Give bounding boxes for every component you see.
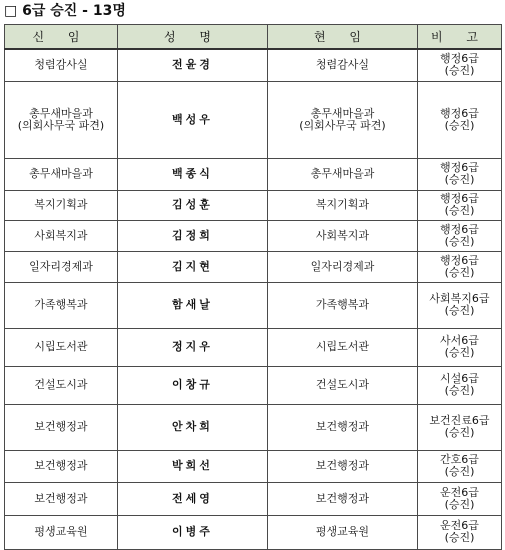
note-status: (승진)	[444, 173, 475, 186]
note-cell	[418, 158, 502, 190]
current-post-text: 총무새마을과	[310, 106, 375, 120]
note-grade: 행정6급	[440, 161, 479, 174]
new-post-cell	[5, 81, 118, 158]
table-row	[5, 190, 502, 220]
note-status: (승진)	[444, 531, 475, 544]
note-status: (승진)	[444, 346, 475, 359]
current-post-cell: 보건행정과	[268, 404, 418, 450]
table-row	[5, 81, 502, 158]
name-cell: 안차희	[118, 404, 268, 450]
note-status: (승진)	[444, 265, 475, 279]
name-cell: 함새날	[118, 282, 268, 328]
note-cell	[418, 482, 502, 515]
note-cell	[418, 282, 502, 328]
new-post-cell: 가족행복과	[5, 282, 118, 328]
current-post-cell: 복지기획과	[268, 190, 418, 220]
note-grade: 보건진료6급	[429, 414, 490, 427]
header-note: 비 고	[418, 25, 502, 50]
current-post-cell: 보건행정과	[268, 482, 418, 515]
name-cell: 김정희	[118, 220, 268, 251]
section-heading: □ 6급 승진 - 13명	[4, 3, 126, 19]
table-row	[5, 515, 502, 549]
note-grade: 운전6급	[440, 485, 479, 499]
current-post-cell: 보건행정과	[268, 450, 418, 482]
note-grade: 행정6급	[440, 192, 479, 205]
current-post-cell: 평생교육원	[268, 515, 418, 549]
note-cell	[418, 81, 502, 158]
name-cell: 정지우	[118, 328, 268, 366]
current-post-cell: 총무새마을과	[268, 158, 418, 190]
note-grade: 행정6급	[440, 106, 479, 120]
current-post-cell: 시립도서관	[268, 328, 418, 366]
table-row	[5, 220, 502, 251]
table-row	[5, 450, 502, 482]
note-status: (승진)	[444, 234, 475, 248]
name-cell: 전윤경	[118, 49, 268, 81]
current-post-cell	[268, 81, 418, 158]
current-post-cell: 일자리경제과	[268, 251, 418, 282]
note-grade: 간호6급	[440, 453, 479, 466]
new-post-cell: 복지기획과	[5, 190, 118, 220]
new-post-cell: 보건행정과	[5, 482, 118, 515]
table-row	[5, 251, 502, 282]
name-cell: 전세영	[118, 482, 268, 515]
note-cell	[418, 49, 502, 81]
new-post-subtext: (의회사무국 파견)	[17, 118, 105, 132]
note-cell	[418, 251, 502, 282]
note-grade: 사회복지6급	[429, 292, 490, 305]
new-post-text: 총무새마을과	[29, 106, 93, 120]
note-status: (승진)	[444, 304, 475, 317]
note-cell	[418, 366, 502, 404]
new-post-cell: 평생교육원	[5, 515, 118, 549]
note-cell	[418, 328, 502, 366]
new-post-cell: 일자리경제과	[5, 251, 118, 282]
new-post-cell: 사회복지과	[5, 220, 118, 251]
note-grade: 행정6급	[440, 222, 479, 236]
note-cell	[418, 190, 502, 220]
note-status: (승진)	[444, 426, 475, 439]
name-cell: 김지현	[118, 251, 268, 282]
note-grade: 운전6급	[440, 519, 479, 532]
table-row	[5, 49, 502, 81]
new-post-cell: 시립도서관	[5, 328, 118, 366]
table-row	[5, 482, 502, 515]
note-grade: 사서6급	[440, 334, 479, 347]
table-row	[5, 282, 502, 328]
note-grade: 행정6급	[440, 253, 479, 267]
current-post-cell: 사회복지과	[268, 220, 418, 251]
note-status: (승진)	[444, 204, 475, 217]
new-post-cell: 청렴감사실	[5, 49, 118, 81]
header-current-post: 현 임	[268, 25, 418, 50]
note-cell	[418, 515, 502, 549]
new-post-cell: 보건행정과	[5, 450, 118, 482]
note-status: (승진)	[444, 118, 475, 132]
note-cell	[418, 404, 502, 450]
table-row	[5, 328, 502, 366]
name-cell: 이창규	[118, 366, 268, 404]
current-post-cell: 가족행복과	[268, 282, 418, 328]
name-cell: 박희선	[118, 450, 268, 482]
current-post-cell: 청렴감사실	[268, 49, 418, 81]
note-status: (승진)	[444, 497, 475, 511]
current-post-subtext: (의회사무국 파견)	[299, 118, 386, 132]
promotion-table	[4, 24, 502, 550]
current-post-cell: 건설도시과	[268, 366, 418, 404]
note-grade: 시설6급	[440, 372, 479, 385]
table-header-row	[5, 25, 502, 50]
table-row	[5, 158, 502, 190]
note-status: (승진)	[444, 64, 475, 78]
note-status: (승진)	[444, 465, 475, 478]
note-cell	[418, 450, 502, 482]
name-cell: 백성우	[118, 81, 268, 158]
table-row	[5, 366, 502, 404]
note-grade: 행정6급	[440, 52, 479, 66]
name-cell: 백종식	[118, 158, 268, 190]
name-cell: 김성훈	[118, 190, 268, 220]
header-name: 성 명	[118, 25, 268, 50]
note-status: (승진)	[444, 384, 475, 397]
new-post-cell: 총무새마을과	[5, 158, 118, 190]
table-row	[5, 404, 502, 450]
new-post-cell: 건설도시과	[5, 366, 118, 404]
header-new-post: 신 임	[5, 25, 118, 50]
new-post-cell: 보건행정과	[5, 404, 118, 450]
note-cell	[418, 220, 502, 251]
name-cell: 이병주	[118, 515, 268, 549]
